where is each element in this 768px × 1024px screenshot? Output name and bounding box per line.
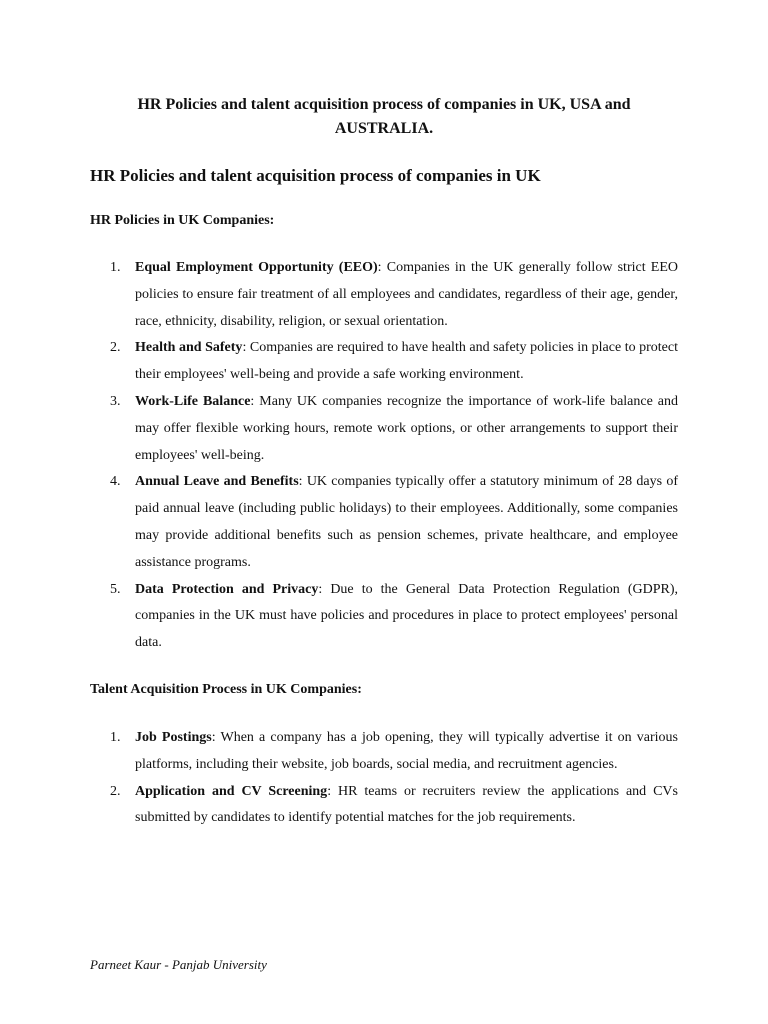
list-item-number: 4. (110, 474, 121, 490)
list-item (90, 577, 678, 657)
list-item-number: 2. (110, 783, 121, 799)
list-item-term: Job Postings (135, 730, 212, 745)
list-item-number: 1. (110, 260, 121, 275)
document-title: HR Policies and talent acquisition process of companies in UK, USA and AUSTRALIA. (137, 96, 631, 137)
list-item-text: : When a company has a job opening, they will typically advertise it on various platforms, including their website, job boards, social media, and recruitment agencies. (135, 730, 679, 772)
hr-policies-heading: HR Policies in UK Companies: (90, 213, 275, 228)
list-item-text: : Companies are required to have health and safety policies in place to protect their employees' well-being and provide a safe working environment. (135, 340, 678, 383)
list-item-term: Health and Safety (135, 340, 243, 356)
list-item-term: Application and CV Screening (135, 783, 328, 799)
list-item-term: Data Protection and Privacy (135, 581, 319, 597)
hr-policies-list (90, 255, 678, 657)
section-heading: HR Policies and talent acquisition process of companies in UK (90, 166, 541, 185)
list-item-text: : UK companies typically offer a statutory minimum of 28 days of paid annual leave (including public holidays) to their employees. Additionally, some companies may provide additional benefits such as pension schemes, private healthcare, and employee assistance programs. (135, 474, 678, 570)
talent-acquisition-heading: Talent Acquisition Process in UK Companies: (90, 682, 362, 697)
page-footer: Parneet Kaur - Panjab University (90, 957, 267, 972)
list-item-number: 1. (110, 730, 121, 745)
list-item-number: 5. (110, 581, 121, 597)
list-item-term: Equal Employment Opportunity (EEO) (135, 260, 378, 275)
list-item (90, 725, 678, 779)
list-item-term: Work-Life Balance (135, 393, 251, 409)
list-item-number: 3. (110, 393, 121, 409)
list-item (90, 469, 678, 576)
talent-acquisition-list (90, 725, 678, 832)
list-item (90, 255, 678, 335)
list-item-text: : Companies in the UK generally follow strict EEO policies to ensure fair treatment of all employees and candidates, regardless of their age, gender, race, ethnicity, disability, religion, or sexual orientation. (135, 260, 678, 329)
list-item (90, 389, 678, 469)
list-item (90, 779, 678, 833)
list-item-text: : Many UK companies recognize the importance of work-life balance and may offer flexible working hours, remote work options, or other arrangements to support their employees' well-being. (135, 393, 679, 463)
list-item (90, 335, 678, 389)
list-item-text: : Due to the General Data Protection Regulation (GDPR), companies in the UK must have policies and procedures in place to protect employees' personal data. (135, 581, 678, 651)
list-item-term: Annual Leave and Benefits (135, 474, 299, 490)
list-item-number: 2. (110, 340, 121, 356)
list-item-text: : HR teams or recruiters review the applications and CVs submitted by candidates to identify potential matches for the job requirements. (135, 783, 678, 826)
